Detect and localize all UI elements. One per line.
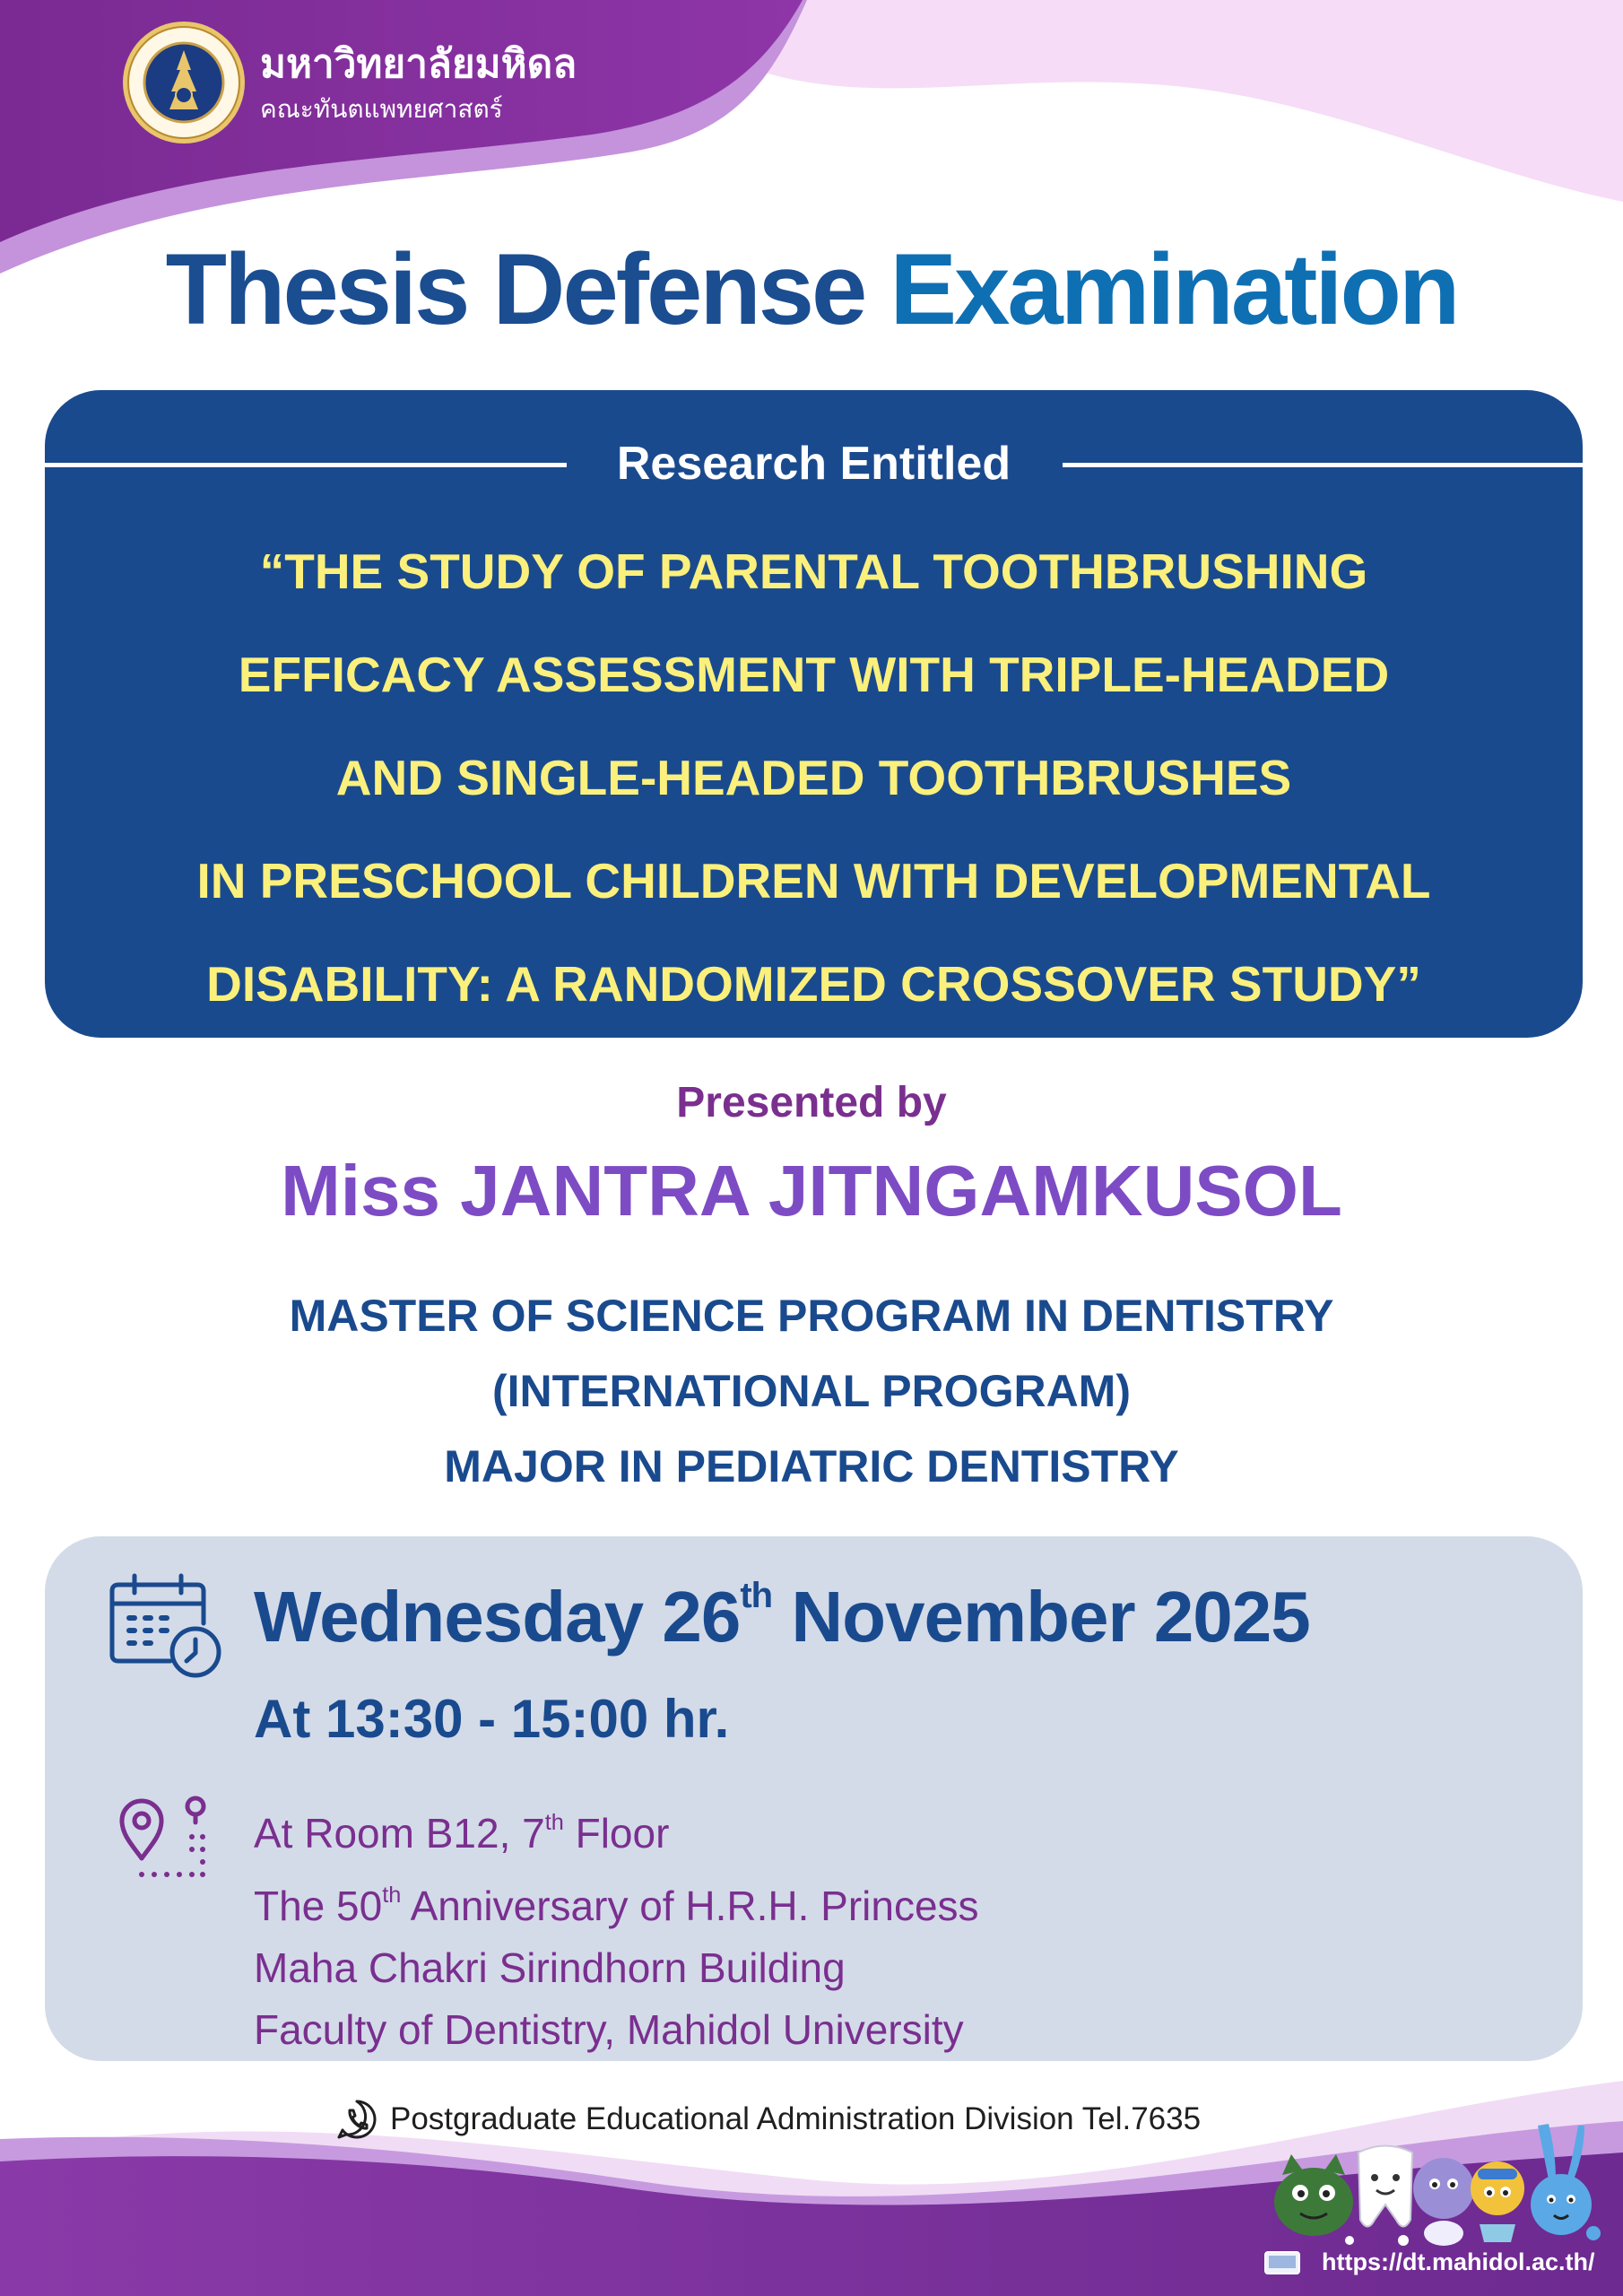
contact-info [336, 2099, 1201, 2140]
location-room-prefix: At Room B12, 7 [254, 1810, 545, 1857]
presenter-name: Miss JANTRA JITNGAMKUSOL [281, 1151, 1342, 1231]
dental-mascots-illustration [1260, 2099, 1601, 2251]
location-anniversary-ordinal: th [382, 1883, 402, 1909]
website-link[interactable]: https://dt.mahidol.ac.th/ [1322, 2248, 1595, 2275]
program-info [0, 1278, 1623, 1504]
event-date-prefix: Wednesday 26 [254, 1577, 741, 1657]
event-location [254, 1792, 979, 2061]
research-label: Research Entitled [616, 438, 1011, 490]
title-part-2: Examination [890, 233, 1458, 345]
thesis-title [45, 520, 1583, 1036]
thesis-title-line: DISABILITY: A RANDOMIZED CROSSOVER STUDY” [206, 956, 1421, 1012]
thesis-title-line: EFFICACY ASSESSMENT WITH TRIPLE-HEADED [238, 647, 1390, 702]
event-time: At 13:30 - 15:00 hr. [254, 1689, 730, 1749]
event-date [254, 1576, 1310, 1658]
website [1264, 2248, 1595, 2276]
map-pin-route-icon [115, 1794, 218, 1892]
mahidol-university-seal [121, 20, 247, 145]
phone-icon [336, 2099, 378, 2140]
monitor-icon [1264, 2251, 1300, 2274]
thesis-title-line: AND SINGLE-HEADED TOOTHBRUSHES [335, 750, 1292, 805]
program-line: MAJOR IN PEDIATRIC DENTISTRY [444, 1441, 1179, 1492]
presented-by-label: Presented by [676, 1079, 947, 1126]
location-line-faculty: Faculty of Dentistry, Mahidol University [254, 2006, 964, 2054]
location-line-building [254, 1865, 979, 1937]
location-floor-ordinal: th [544, 1810, 564, 1835]
location-line-room [254, 1792, 979, 1865]
thesis-title-line: “THE STUDY OF PARENTAL TOOTHBRUSHING [259, 544, 1368, 599]
location-building-suffix: Anniversary of H.R.H. Princess [401, 1883, 979, 1930]
event-date-suffix: November 2025 [772, 1577, 1310, 1657]
thesis-title-line: IN PRESCHOOL CHILDREN WITH DEVELOPMENTAL [196, 853, 1431, 909]
program-line: MASTER OF SCIENCE PROGRAM IN DENTISTRY [289, 1291, 1334, 1341]
location-room-suffix: Floor [563, 1810, 670, 1857]
research-title-panel [45, 390, 1583, 1038]
page-title [0, 231, 1623, 347]
program-line: (INTERNATIONAL PROGRAM) [492, 1366, 1131, 1416]
title-part-1: Thesis Defense [165, 233, 890, 345]
faculty-name: คณะทันตแพทยศาสตร์ [260, 94, 503, 124]
location-line-building-name: Maha Chakri Sirindhorn Building [254, 1944, 846, 1992]
university-name: มหาวิทยาลัยมหิดล [260, 41, 577, 87]
event-date-ordinal: th [740, 1576, 773, 1615]
contact-text: Postgraduate Educational Administration Division Tel.7635 [390, 2101, 1202, 2136]
calendar-clock-icon [108, 1571, 224, 1679]
location-building-prefix: The 50 [254, 1883, 383, 1930]
